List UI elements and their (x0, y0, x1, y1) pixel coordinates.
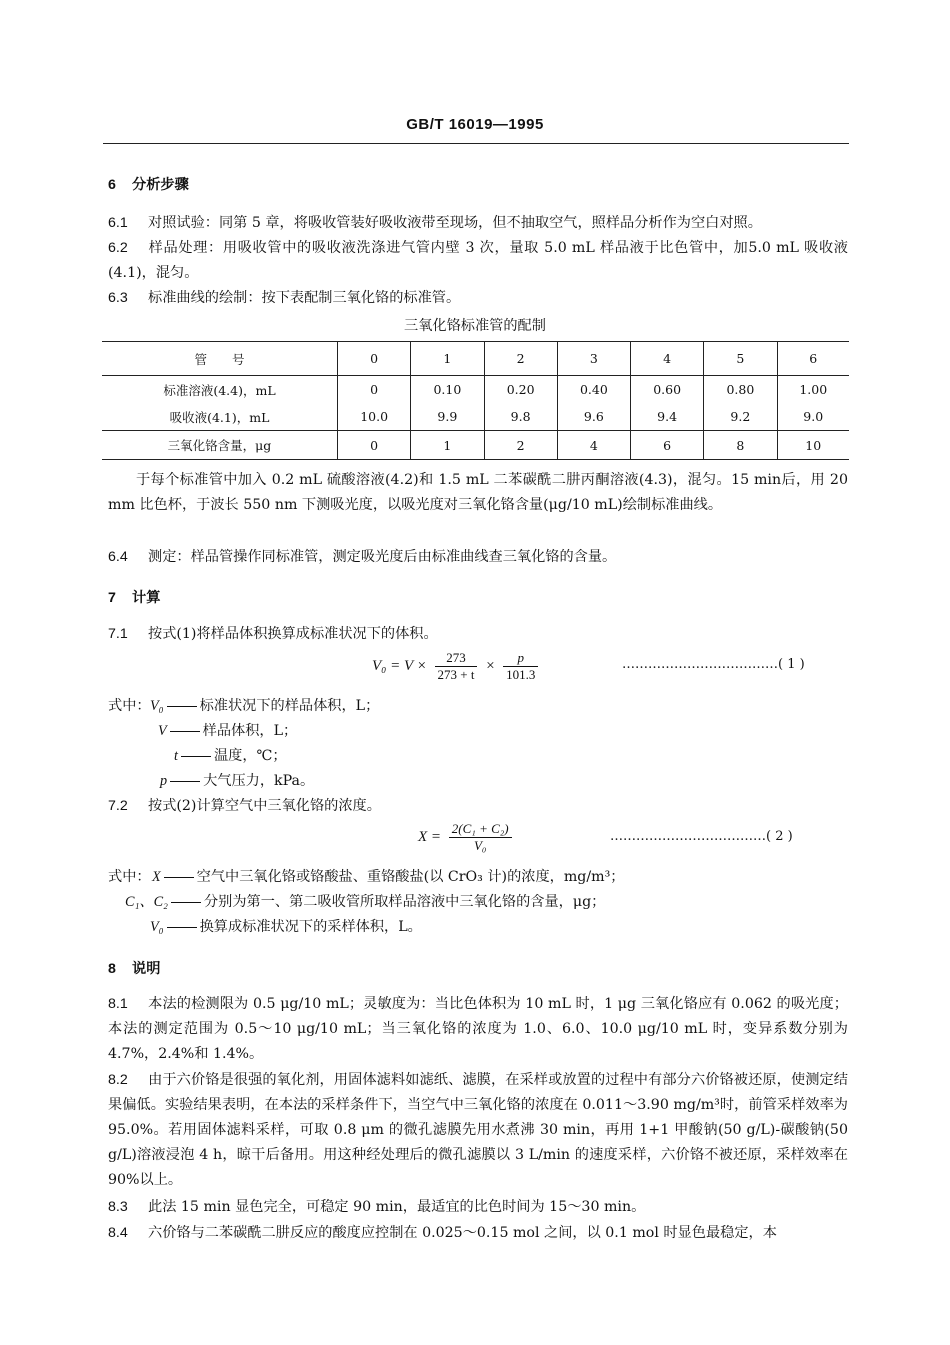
table-header-cell: 5 (704, 342, 777, 376)
table-cell: 2 (484, 431, 557, 460)
table-row (102, 376, 849, 404)
table-caption: 三氧化铬标准管的配制 (404, 318, 546, 334)
em-dash (167, 706, 197, 707)
table-cell: 0.80 (704, 376, 777, 404)
section-7-heading: 7 计算 (108, 590, 161, 606)
em-dash (170, 731, 200, 732)
table-header-cell: 管 号 (102, 342, 338, 376)
em-dash (181, 756, 211, 757)
formula-1-leader: ………………………………( 1 ) (622, 657, 805, 672)
table-header-cell: 1 (411, 342, 484, 376)
where-item: C₁、C₂ 分别为第一、第二吸收管所取样品溶液中三氧化铬的含量，μg； (125, 894, 606, 910)
table-row (102, 403, 849, 431)
table-header-cell: 4 (631, 342, 704, 376)
table-cell: 三氧化铬含量，μg (102, 431, 338, 460)
table-header-row (102, 342, 849, 376)
equation-number-1: ( 1 ) (778, 657, 805, 672)
formula-1: V₀ = V × $\frac{273}{273 + t}$ × $\frac{p}{101.3}$ (372, 650, 542, 683)
para-8-4: 8.4 六价铬与二苯碳酰二肼反应的酸度应控制在 0.025～0.15 mol 之间，以 0.1 mol 时显色最稳定，本 (108, 1225, 777, 1241)
para-8-3: 8.3 此法 15 min 显色完全，可稳定 90 min，最适宜的比色时间为 15～30 min。 (108, 1199, 646, 1215)
table-header-cell: 6 (777, 342, 849, 376)
table-cell: 1 (411, 431, 484, 460)
para-6-4: 6.4 测定：样品管操作同标准管，测定吸光度后由标准曲线查三氧化铬的含量。 (108, 549, 617, 565)
table-cell: 10.0 (338, 403, 411, 431)
table-cell: 标准溶液(4.4)，mL (163, 382, 276, 398)
para-7-1: 7.1 按式(1)将样品体积换算成标准状况下的体积。 (108, 626, 438, 642)
em-dash (164, 877, 194, 878)
table-header-cell: 2 (484, 342, 557, 376)
standard-tube-table (102, 341, 849, 460)
section-7-title: 计算 (132, 590, 161, 606)
table-cell: 9.2 (704, 403, 777, 431)
para-6-1: 6.1 对照试验：同第 5 章，将吸收管装好吸收液带至现场，但不抽取空气，照样品分析作为空白对照。 (108, 215, 762, 231)
para-7-2: 7.2 按式(2)计算空气中三氧化铬的浓度。 (108, 798, 381, 814)
where-item: X 空气中三氧化铬或铬酸盐、重铬酸盐(以 CrO₃ 计)的浓度，mg/m³； (152, 869, 625, 885)
table-row (102, 431, 849, 460)
table-cell: 9.9 (411, 403, 484, 431)
table-cell: 4 (557, 431, 630, 460)
para-6-2: 6.2 样品处理：用吸收管中的吸收液洗涤进气管内壁 3 次，量取 5.0 mL 样品液于比色管中，加5.0 mL 吸收液(4.1)，混匀。 (108, 240, 848, 281)
table-cell: 6 (631, 431, 704, 460)
table-cell: 9.6 (557, 403, 630, 431)
para-8-2: 8.2 由于六价铬是很强的氧化剂，用固体滤料如滤纸、滤膜，在采样或放置的过程中有部分六价铬被还原，使测定结果偏低。实验结果表明，在本法的采样条件下，当空气中三氧化铬的浓度在 0.011～3.90 mg/m³时，前管采样效率为 95.0%。若用固体滤料采样，可取 0.8 μm 的微孔滤膜先用水煮沸 30 min，再用 1+1 甲酸钠(50 g/L)-碳酸钠(50 g/L)溶液浸泡 4 h，晾干后备用。用这种经处理后的微孔滤膜以 3 L/min 的速度采样，六价铬不被还原，采样效率在 90%以上。 (108, 1072, 848, 1188)
fraction-pressure: $\frac{p}{101.3}$ (503, 650, 538, 683)
table-cell: 0.60 (631, 376, 704, 404)
where-item: t 温度，℃； (174, 748, 287, 764)
table-cell: 0 (338, 376, 411, 404)
table-cell: 9.8 (484, 403, 557, 431)
header-rule (103, 143, 849, 144)
table-cell: 0.20 (484, 376, 557, 404)
table-header-cell: 3 (557, 342, 630, 376)
where-item: V₀ 换算成标准状况下的采样体积，L。 (150, 919, 422, 935)
equation-number-2: ( 2 ) (766, 829, 793, 844)
para-8-1: 8.1 本法的检测限为 0.5 μg/10 mL；灵敏度为：当比色体积为 10 mL 时，1 μg 三氧化铬应有 0.062 的吸光度；本法的测定范围为 0.5～10 μg/10 mL；当三氧化铬的浓度为 1.0、6.0、10.0 μg/10 mL 时，变异系数分别为 4.7%，2.4%和 1.4%。 (108, 996, 848, 1062)
section-8-title: 说明 (132, 961, 161, 977)
fraction-temperature: $\frac{273}{273 + t}$ (435, 650, 478, 683)
section-8-heading: 8 说明 (108, 961, 161, 977)
em-dash (170, 781, 200, 782)
em-dash (171, 902, 201, 903)
section-6-heading: 6 分析步骤 (108, 177, 189, 193)
formula-2-leader: ………………………………( 2 ) (610, 829, 793, 844)
page-header-doc-id: GB/T 16019—1995 (406, 116, 544, 133)
em-dash (167, 927, 197, 928)
where-item: V 样品体积，L； (158, 723, 298, 739)
para-after-table: 于每个标准管中加入 0.2 mL 硫酸溶液(4.2)和 1.5 mL 二苯碳酰二肼丙酮溶液(4.3)，混匀。15 min后，用 20 mm 比色杯，于波长 550 nm 下测吸光度，以吸光度对三氧化铬含量(μg/10 mL)绘制标准曲线。 (108, 472, 848, 513)
table-cell: 0.40 (557, 376, 630, 404)
fraction-concentration: $\frac{\text{2(C₁ + C₂)}}{\text{V₀}}$ (449, 821, 512, 854)
formula-2: X = $\frac{\text{2(C₁ + C₂)}}{\text{V₀}}$ (418, 821, 516, 854)
para-6-3: 6.3 标准曲线的绘制：按下表配制三氧化铬的标准管。 (108, 290, 461, 306)
section-6-title: 分析步骤 (132, 177, 189, 193)
table-header-cell: 0 (338, 342, 411, 376)
table-cell: 9.4 (631, 403, 704, 431)
where-item: p 大气压力，kPa。 (160, 773, 315, 789)
table-cell: 8 (704, 431, 777, 460)
table-cell: 9.0 (777, 403, 849, 431)
table-cell: 0 (338, 431, 411, 460)
table-cell: 1.00 (777, 376, 849, 404)
table-cell: 10 (777, 431, 849, 460)
where-intro-1: 式中： (108, 698, 151, 714)
table-cell: 吸收液(4.1)，mL (169, 409, 270, 425)
where-item: V₀ 标准状况下的样品体积，L； (150, 698, 380, 714)
where-intro-2: 式中： (108, 869, 151, 885)
table-cell: 0.10 (411, 376, 484, 404)
